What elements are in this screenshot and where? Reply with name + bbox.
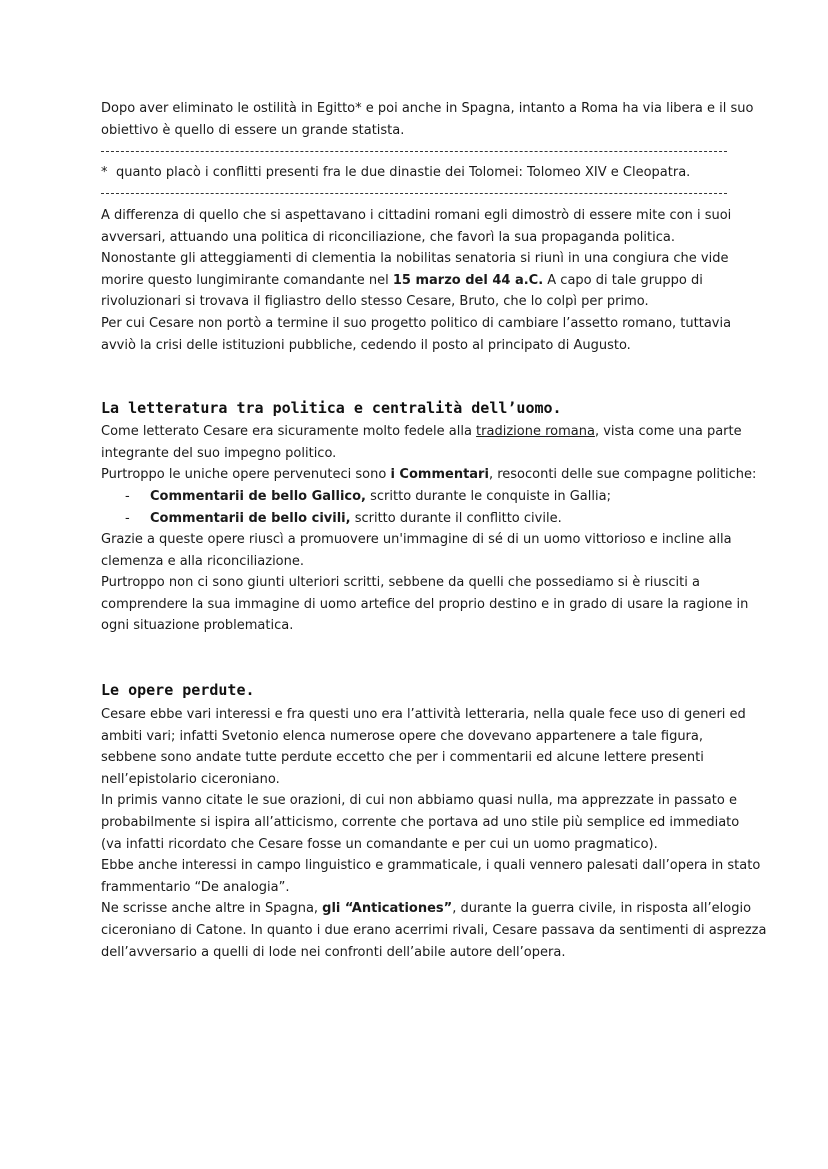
text-run: morire questo lungimirante comandante nel	[101, 272, 393, 288]
footnote-text: quanto placò i conflitti presenti fra le due dinastie dei Tolomei: Tolomeo XIV e Cleopatra.	[116, 165, 691, 180]
separator-line	[101, 193, 727, 194]
text-line: avviò la crisi delle istituzioni pubbliche, cedendo il posto al principato di Augusto.	[101, 337, 631, 353]
text-line: Ebbe anche interessi in campo linguistico e grammaticale, i quali vennero palesati dall’opera in stato	[101, 858, 761, 874]
literature-paragraph-continued	[101, 529, 749, 637]
text-line: Per cui Cesare non portò a termine il suo progetto politico di cambiare l’assetto romano, tuttavia	[101, 315, 732, 331]
text-line: Dopo aver eliminato le ostilità in Egitto* e poi anche in Spagna, intanto a Roma ha via libera e il suo	[101, 101, 754, 116]
text-line: avversari, attuando una politica di riconciliazione, che favorì la sua propaganda politica.	[101, 229, 675, 245]
text-line: Purtroppo non ci sono giunti ulteriori scritti, sebbene da quelli che possediamo si è riusciti a	[101, 575, 700, 591]
text-line: ciceroniano di Catone. In quanto i due erano acerrimi rivali, Cesare passava da sentimenti di asprezza	[101, 922, 767, 938]
footnote	[101, 162, 690, 184]
literature-paragraph	[101, 421, 757, 486]
text-line: obiettivo è quello di essere un grande statista.	[101, 122, 405, 138]
text-line: probabilmente si ispira all’atticismo, corrente che portava ad uno stile più semplice ed immediato	[101, 814, 740, 830]
text-line	[101, 464, 757, 486]
text-line: Cesare ebbe vari interessi e fra questi uno era l’attività letteraria, nella quale fece uso di generi ed	[101, 707, 746, 722]
bold-term: gli “Anticationes”	[322, 901, 453, 917]
text-line: rivoluzionari si trovava il figliastro dello stesso Cesare, Bruto, che lo colpì per primo.	[101, 294, 649, 310]
bullet-marker: -	[125, 489, 130, 504]
bold-term: Commentarii de bello Gallico,	[150, 489, 366, 504]
text-line: dell’avversario a quelli di lode nei confronti dell’abile autore dell’opera.	[101, 944, 566, 960]
bold-term: Commentarii de bello civili,	[150, 510, 351, 526]
list-item	[101, 486, 611, 508]
list-item	[101, 508, 611, 530]
text-line	[101, 270, 731, 292]
separator-line	[101, 151, 727, 152]
text-run: , vista come una parte	[594, 424, 742, 439]
text-line: nell’epistolario ciceroniano.	[101, 771, 280, 787]
text-run: scritto durante le conquiste in Gallia;	[366, 489, 611, 504]
footnote-marker: *	[101, 165, 108, 180]
text-run: , resoconti delle sue compagne politiche:	[488, 467, 757, 483]
text-line: ambiti vari; infatti Svetonio elenca numerose opere che dovevano appartenere a tale figura,	[101, 728, 703, 744]
text-run: Purtroppo le uniche opere pervenuteci sono	[101, 467, 391, 483]
clemency-paragraph	[101, 205, 731, 356]
section-heading-lost-works: Le opere perdute.	[101, 681, 255, 699]
text-run: , durante la guerra civile, in risposta all’elogio	[452, 901, 752, 917]
lost-works-paragraph	[101, 704, 767, 963]
bullet-marker: -	[125, 510, 130, 526]
text-line: In primis vanno citate le sue orazioni, di cui non abbiamo quasi nulla, ma apprezzate in passato e	[101, 793, 737, 809]
text-line: comprendere la sua immagine di uomo artefice del proprio destino e in grado di usare la ragione in	[101, 596, 749, 612]
text-run: A capo di tale gruppo di	[543, 272, 703, 288]
text-line: Nonostante gli atteggiamenti di clementia la nobilitas senatoria si riunì in una congiura che vide	[101, 251, 729, 267]
text-line: clemenza e alla riconciliazione.	[101, 553, 305, 569]
underlined-term: tradizione romana	[476, 424, 595, 439]
text-line: (va infatti ricordato che Cesare fosse un comandante e per cui un uomo pragmatico).	[101, 836, 658, 852]
section-heading-literature: La letteratura tra politica e centralità dell’uomo.	[101, 399, 562, 417]
bold-term: i Commentari	[390, 467, 489, 483]
text-line: Grazie a queste opere riuscì a promuovere un'immagine di sé di un uomo vittorioso e incline alla	[101, 532, 732, 547]
text-run: Come letterato Cesare era sicuramente molto fedele alla	[101, 424, 477, 439]
text-line: ogni situazione problematica.	[101, 618, 294, 634]
text-line: frammentario “De analogia”.	[101, 879, 290, 895]
intro-paragraph	[101, 98, 754, 141]
text-line	[101, 421, 742, 443]
date-highlight: 15 marzo del 44 a.C.	[392, 272, 544, 288]
commentarii-list	[101, 486, 611, 529]
text-run: Ne scrisse anche altre in Spagna,	[101, 901, 323, 917]
text-line: integrante del suo impegno politico.	[101, 445, 337, 461]
text-line	[101, 898, 752, 920]
text-line: A differenza di quello che si aspettavano i cittadini romani egli dimostrò di essere mite con i suoi	[101, 208, 732, 223]
text-line: sebbene sono andate tutte perdute eccetto che per i commentarii ed alcune lettere presenti	[101, 750, 704, 766]
text-run: scritto durante il conflitto civile.	[350, 510, 562, 526]
